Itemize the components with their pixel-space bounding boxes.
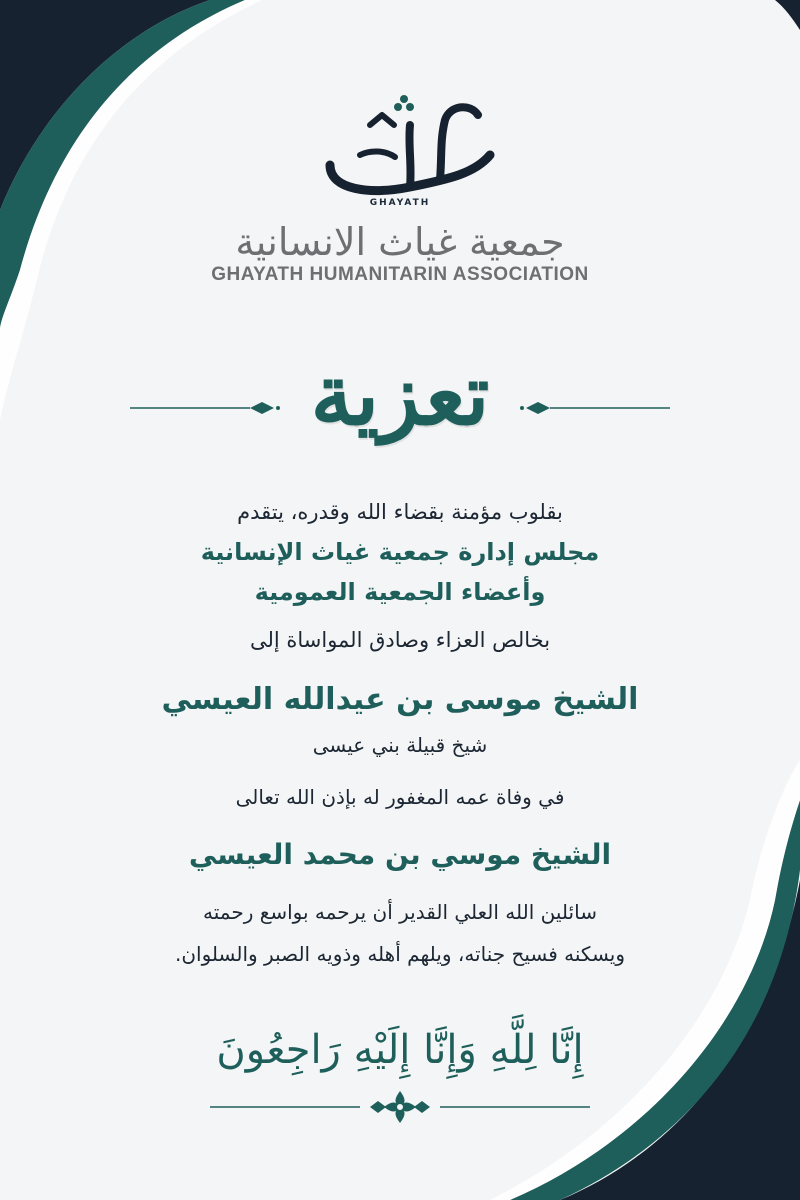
- bottom-ornament-icon: [210, 1085, 590, 1129]
- deceased-name: الشيخ موسي بن محمد العيسي: [188, 838, 612, 871]
- quran-verse: إِنَّا لِلَّهِ وَإِنَّا إِلَيْهِ رَاجِعُونَ: [216, 1027, 584, 1073]
- recipient-title: شيخ قبيلة بني عيسى: [312, 733, 488, 757]
- prayer-line-1: سائلين الله العلي القدير أن يرحمه بواسع رحمته: [203, 900, 597, 924]
- intro-line: بقلوب مؤمنة بقضاء الله وقدره، يتقدم: [237, 500, 563, 524]
- condolence-line: بخالص العزاء وصادق المواساة إلى: [249, 628, 551, 652]
- organization-name-english: GHAYATH HUMANITARIN ASSOCIATION: [211, 264, 589, 285]
- members-line: وأعضاء الجمعية العمومية: [254, 578, 546, 606]
- page-title: تعزية: [310, 345, 490, 444]
- ghayath-logo-icon: [300, 95, 500, 205]
- board-line: مجلس إدارة جمعية غياث الإنسانية: [200, 538, 600, 566]
- organization-name-arabic: جمعية غياث الانسانية: [235, 220, 565, 264]
- logo-caption: GHAYATH: [369, 198, 431, 208]
- recipient-name: الشيخ موسى بن عيدالله العيسي: [161, 682, 639, 717]
- prayer-line-2: ويسكنه فسيح جناته، ويلهم أهله وذويه الصبر والسلوان.: [174, 942, 626, 966]
- death-notice-line: في وفاة عمه المغفور له بإذن الله تعالى: [235, 785, 565, 809]
